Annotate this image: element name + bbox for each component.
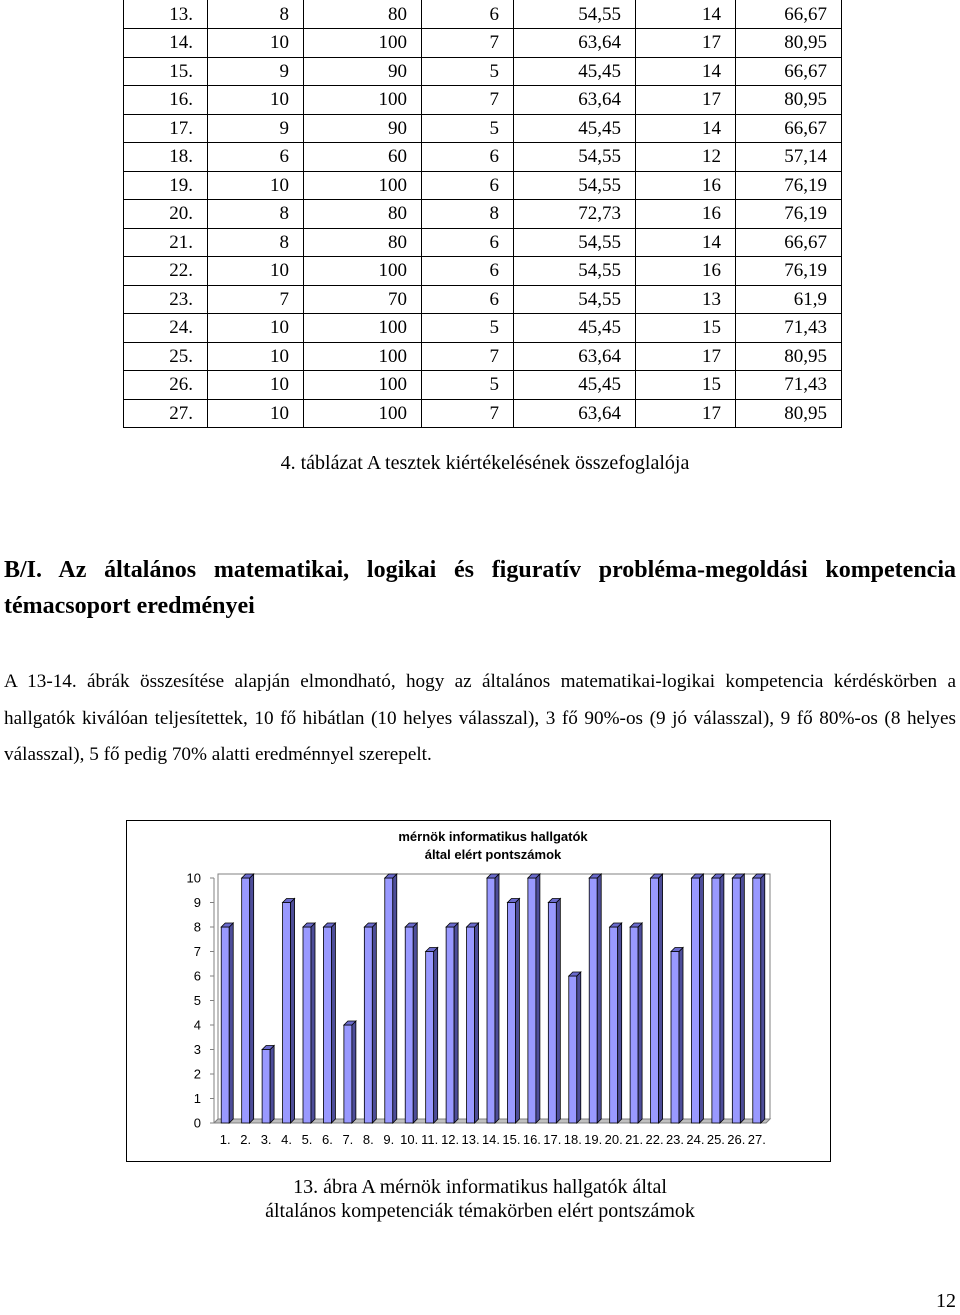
bar-side [761, 874, 765, 1123]
bar [528, 878, 536, 1123]
table-cell: 76,19 [736, 200, 842, 229]
table-row [124, 285, 842, 314]
table-cell: 8 [208, 228, 304, 257]
y-tick-label: 2 [193, 1066, 201, 1082]
table-cell: 14 [636, 0, 736, 29]
table-cell: 80,95 [736, 399, 842, 428]
bar [467, 927, 475, 1123]
bar-side [393, 874, 397, 1123]
table-cell: 54,55 [514, 257, 636, 286]
figure-caption-line1: 13. ábra A mérnök informatikus hallgatók által [293, 1176, 667, 1198]
x-tick-label: 23. [665, 1132, 685, 1147]
table-cell: 54,55 [514, 143, 636, 172]
bar-side [413, 923, 417, 1123]
x-tick-label: 16. [522, 1132, 541, 1147]
table-cell: 90 [304, 57, 422, 86]
table-cell: 26. [124, 371, 208, 400]
x-tick-label: 12. [441, 1132, 460, 1147]
page-number: 12 [936, 1290, 956, 1312]
table-cell: 16. [124, 86, 208, 115]
bar-side [679, 948, 683, 1124]
table-cell: 15. [124, 57, 208, 86]
table-cell: 13 [636, 285, 736, 314]
table-cell: 100 [304, 371, 422, 400]
table-cell: 8 [422, 200, 514, 229]
bar [426, 952, 434, 1124]
table-cell: 5 [422, 314, 514, 343]
table-cell: 71,43 [736, 371, 842, 400]
table-cell: 13. [124, 0, 208, 29]
table-cell: 23. [124, 285, 208, 314]
table-cell: 76,19 [736, 257, 842, 286]
bar [589, 878, 597, 1123]
table-cell: 100 [304, 86, 422, 115]
table-cell: 76,19 [736, 171, 842, 200]
x-tick-label: 6. [322, 1132, 333, 1147]
table-cell: 7 [422, 342, 514, 371]
x-tick-label: 4. [281, 1132, 292, 1147]
table-cell: 25. [124, 342, 208, 371]
table-cell: 66,67 [736, 57, 842, 86]
table-cell: 7 [422, 86, 514, 115]
bar-side [250, 874, 254, 1123]
table-cell: 54,55 [514, 285, 636, 314]
table-cell: 6 [208, 143, 304, 172]
chart-title-line1: mérnök informatikus hallgatók [398, 829, 588, 844]
x-tick-label: 14. [481, 1132, 501, 1147]
table-cell: 80 [304, 0, 422, 29]
table-cell: 54,55 [514, 228, 636, 257]
table-cell: 80 [304, 228, 422, 257]
bar [283, 903, 291, 1124]
bar-side [638, 923, 642, 1123]
bar [630, 927, 638, 1123]
table-cell: 66,67 [736, 114, 842, 143]
table-row [124, 342, 842, 371]
table-cell: 14. [124, 29, 208, 58]
table-cell: 17 [636, 86, 736, 115]
table-cell: 66,67 [736, 228, 842, 257]
table-cell: 17. [124, 114, 208, 143]
bar-side [515, 899, 519, 1124]
table-cell: 10 [208, 342, 304, 371]
figure-caption-line2: általános kompetenciák témakörben elért pontszámok [265, 1200, 695, 1222]
table-row [124, 57, 842, 86]
table-cell: 6 [422, 257, 514, 286]
x-tick-label: 22. [645, 1132, 664, 1147]
table-cell: 71,43 [736, 314, 842, 343]
bar [610, 927, 618, 1123]
table-cell: 6 [422, 143, 514, 172]
table-cell: 72,73 [514, 200, 636, 229]
table-cell: 63,64 [514, 342, 636, 371]
bar-side [556, 899, 560, 1124]
bar-side [597, 874, 601, 1123]
y-tick-label: 7 [193, 944, 201, 959]
x-tick-label: 17. [543, 1132, 562, 1147]
bar-side [270, 1046, 274, 1124]
y-tick-label: 0 [193, 1115, 201, 1131]
table-cell: 54,55 [514, 171, 636, 200]
table-cell: 27. [124, 399, 208, 428]
table-cell: 45,45 [514, 57, 636, 86]
x-tick-label: 20. [604, 1132, 623, 1147]
bar [691, 878, 699, 1123]
x-tick-label: 1. [219, 1132, 231, 1147]
x-tick-label: 7. [342, 1132, 354, 1147]
bar-side [495, 874, 499, 1123]
bar-side [536, 874, 540, 1123]
x-tick-label: 26. [727, 1132, 746, 1147]
x-tick-label: 11. [421, 1132, 439, 1147]
bar-side [434, 948, 438, 1124]
table-cell: 10 [208, 399, 304, 428]
table-cell: 63,64 [514, 399, 636, 428]
bar-side [618, 923, 622, 1123]
x-tick-label: 10. [400, 1132, 419, 1147]
bar [323, 927, 331, 1123]
bar [671, 952, 679, 1124]
table-cell: 100 [304, 257, 422, 286]
bar-side [740, 874, 744, 1123]
bar [732, 878, 740, 1123]
x-tick-label: 9. [383, 1132, 395, 1147]
bar-chart [126, 820, 831, 1162]
x-tick-label: 13. [461, 1132, 480, 1147]
bar [487, 878, 495, 1123]
x-tick-label: 24. [686, 1132, 705, 1147]
table-cell: 14 [636, 114, 736, 143]
table-cell: 9 [208, 114, 304, 143]
y-tick-label: 3 [193, 1042, 201, 1057]
table-cell: 7 [422, 399, 514, 428]
bar [507, 903, 515, 1124]
bar [405, 927, 413, 1123]
table-cell: 15 [636, 314, 736, 343]
table-cell: 5 [422, 371, 514, 400]
table-row [124, 0, 842, 29]
bar [446, 927, 454, 1123]
bar [364, 927, 372, 1123]
y-tick-label: 9 [193, 895, 201, 910]
table-cell: 12 [636, 143, 736, 172]
bar [242, 878, 250, 1123]
table-cell: 10 [208, 257, 304, 286]
table-row [124, 314, 842, 343]
table-cell: 16 [636, 257, 736, 286]
table-cell: 16 [636, 200, 736, 229]
bar-side [352, 1021, 356, 1123]
y-tick-label: 1 [193, 1091, 201, 1106]
table-row [124, 228, 842, 257]
bar [385, 878, 393, 1123]
bar-side [659, 874, 663, 1123]
table-cell: 63,64 [514, 86, 636, 115]
bar-side [372, 923, 376, 1123]
bar-side [331, 923, 335, 1123]
table-cell: 17 [636, 342, 736, 371]
table-cell: 22. [124, 257, 208, 286]
bar [303, 927, 311, 1123]
table-cell: 80,95 [736, 29, 842, 58]
table-cell: 100 [304, 171, 422, 200]
bar [344, 1025, 352, 1123]
table-row [124, 200, 842, 229]
bar [569, 976, 577, 1123]
bar [712, 878, 720, 1123]
table-cell: 90 [304, 114, 422, 143]
table-cell: 10 [208, 171, 304, 200]
x-tick-label: 25. [706, 1132, 725, 1147]
table-cell: 45,45 [514, 371, 636, 400]
table-row [124, 171, 842, 200]
table-cell: 19. [124, 171, 208, 200]
table-cell: 10 [208, 371, 304, 400]
table-cell: 14 [636, 228, 736, 257]
table-cell: 80,95 [736, 342, 842, 371]
table-cell: 10 [208, 314, 304, 343]
table-row [124, 371, 842, 400]
table-cell: 8 [208, 0, 304, 29]
table-cell: 45,45 [514, 114, 636, 143]
bar-side [291, 899, 295, 1124]
table-cell: 6 [422, 0, 514, 29]
table-cell: 100 [304, 342, 422, 371]
y-tick-label: 8 [193, 919, 201, 935]
table-cell: 10 [208, 86, 304, 115]
bar-side [720, 874, 724, 1123]
table-cell: 57,14 [736, 143, 842, 172]
y-tick-label: 6 [193, 968, 201, 984]
section-heading: B/I. Az általános matematikai, logikai és figuratív probléma-megoldási kompetencia témacsoport eredményei [4, 557, 956, 619]
table-cell: 66,67 [736, 0, 842, 29]
table-cell: 7 [208, 285, 304, 314]
y-tick-label: 5 [193, 993, 201, 1008]
table-cell: 54,55 [514, 0, 636, 29]
table-cell: 6 [422, 285, 514, 314]
table-cell: 14 [636, 57, 736, 86]
table-cell: 10 [208, 29, 304, 58]
bar-side [311, 923, 315, 1123]
bar-side [577, 972, 581, 1123]
table-cell: 9 [208, 57, 304, 86]
x-tick-label: 3. [260, 1132, 272, 1147]
table-row [124, 399, 842, 428]
table-row [124, 86, 842, 115]
table-cell: 60 [304, 143, 422, 172]
body-paragraph: A 13-14. ábrák összesítése alapján elmondható, hogy az általános matematikai-logikai kompetencia kérdéskörben a hallgatók kiválóan teljesítettek, 10 fő hibátlan (10 helyes válasszal), 3 fő 90%-os (9 jó válasszal), 9 fő 80%-os (8 helyes válasszal), 5 fő pedig 70% alatti eredménnyel szerepelt. [4, 671, 956, 765]
table-cell: 5 [422, 114, 514, 143]
bar-side [699, 874, 703, 1123]
table-row [124, 143, 842, 172]
bar-side [454, 923, 458, 1123]
table-cell: 5 [422, 57, 514, 86]
table-cell: 100 [304, 399, 422, 428]
table-cell: 20. [124, 200, 208, 229]
table-caption: 4. táblázat A tesztek kiértékelésének összefoglalója [280, 452, 690, 474]
table-cell: 16 [636, 171, 736, 200]
table-cell: 6 [422, 228, 514, 257]
table-cell: 63,64 [514, 29, 636, 58]
bar [221, 927, 229, 1123]
x-tick-label: 19. [584, 1132, 603, 1147]
table-row [124, 257, 842, 286]
chart-bars [221, 874, 765, 1123]
table-row [124, 114, 842, 143]
table-cell: 80 [304, 200, 422, 229]
bar-side [475, 923, 479, 1123]
x-tick-label: 8. [362, 1132, 374, 1147]
table-cell: 15 [636, 371, 736, 400]
bar [753, 878, 761, 1123]
table-cell: 17 [636, 399, 736, 428]
table-row [124, 29, 842, 58]
table-cell: 8 [208, 200, 304, 229]
table-cell: 7 [422, 29, 514, 58]
x-tick-label: 27. [747, 1132, 766, 1147]
x-tick-label: 18. [563, 1132, 582, 1147]
x-tick-label: 15. [502, 1132, 521, 1147]
bar-side [229, 923, 233, 1123]
table-cell: 21. [124, 228, 208, 257]
table-cell: 61,9 [736, 285, 842, 314]
table-cell: 6 [422, 171, 514, 200]
x-tick-label: 5. [301, 1132, 313, 1147]
results-table [123, 0, 842, 428]
table-cell: 100 [304, 29, 422, 58]
chart-title-line2: által elért pontszámok [424, 847, 562, 862]
y-tick-label: 4 [193, 1017, 201, 1033]
table-cell: 17 [636, 29, 736, 58]
table-cell: 24. [124, 314, 208, 343]
table-cell: 70 [304, 285, 422, 314]
table-cell: 18. [124, 143, 208, 172]
bar [548, 903, 556, 1124]
table-cell: 80,95 [736, 86, 842, 115]
bar [262, 1050, 270, 1124]
x-tick-label: 2. [240, 1132, 252, 1147]
y-tick-label: 10 [186, 870, 201, 886]
bar [651, 878, 659, 1123]
table-cell: 45,45 [514, 314, 636, 343]
x-tick-label: 21. [625, 1132, 644, 1147]
table-cell: 100 [304, 314, 422, 343]
